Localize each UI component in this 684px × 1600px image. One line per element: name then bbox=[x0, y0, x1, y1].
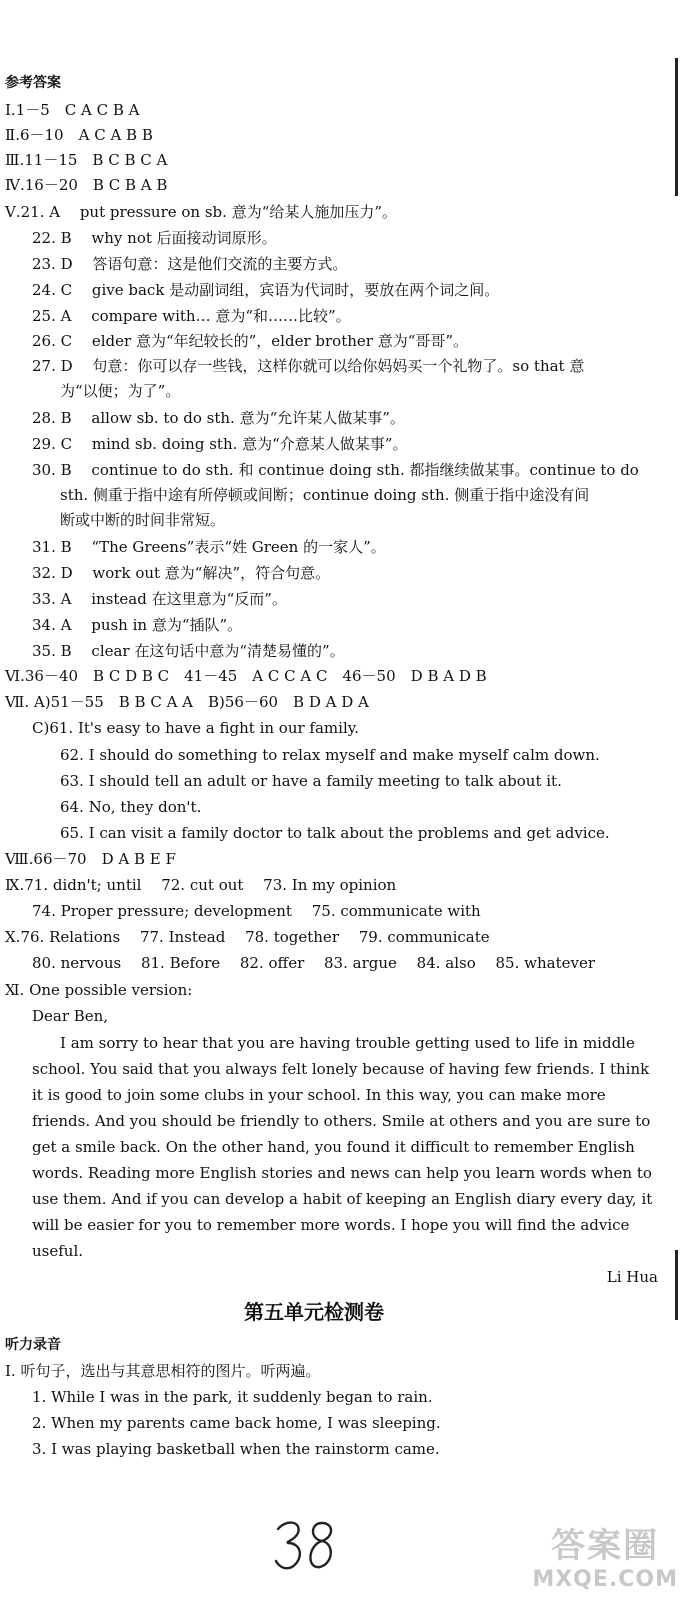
answer-line: 65. I can visit a family doctor to talk about the problems and get advice. bbox=[60, 824, 610, 842]
answer-line: 26. C elder 意为“年纪较长的”，elder brother 意为“哥哥”。 bbox=[32, 332, 469, 350]
answer-line: 32. D work out 意为“解决”，符合句意。 bbox=[32, 564, 331, 582]
answer-line: Ⅰ.1－5 C A C B A bbox=[5, 101, 140, 119]
page-edge-mark bbox=[675, 58, 678, 196]
answer-line: 80. nervous 81. Before 82. offer 83. argue 84. also 85. whatever bbox=[32, 954, 596, 972]
answer-line: 22. B why not 后面接动词原形。 bbox=[32, 229, 277, 247]
answer-heading: 参考答案 bbox=[5, 75, 61, 91]
letter-signature: Li Hua bbox=[606, 1268, 658, 1286]
watermark-url: MXQE.COM bbox=[532, 1567, 678, 1592]
answer-line: sth. 侧重于指中途有所停顿或间断；continue doing sth. 侧重于指中途没有间 bbox=[60, 486, 590, 504]
answer-line: 25. A compare with… 意为“和……比较”。 bbox=[32, 307, 351, 325]
answer-line: 23. D 答语句意：这是他们交流的主要方式。 bbox=[32, 255, 348, 273]
answer-line: 63. I should tell an adult or have a family meeting to talk about it. bbox=[60, 772, 562, 790]
answer-line: Ⅳ.16－20 B C B A B bbox=[5, 176, 168, 194]
answer-line: 为“以便；为了”。 bbox=[60, 382, 181, 400]
page-edge-mark bbox=[675, 1250, 678, 1320]
answer-line: Ⅹ.76. Relations 77. Instead 78. together 79. communicate bbox=[5, 928, 490, 946]
answer-line: Ⅷ.66－70 D A B E F bbox=[5, 850, 176, 868]
section-title: 第五单元检测卷 bbox=[244, 1300, 384, 1324]
letter-line: use them. And if you can develop a habit of keeping an English diary every day, it bbox=[32, 1190, 653, 1208]
letter-line: get a smile back. On the other hand, you found it difficult to remember English bbox=[32, 1138, 635, 1156]
letter-salutation: Dear Ben, bbox=[32, 1007, 109, 1025]
answer-line: 74. Proper pressure; development 75. communicate with bbox=[32, 902, 481, 920]
answer-line: 断或中断的时间非常短。 bbox=[60, 511, 226, 529]
site-watermark bbox=[532, 1518, 678, 1592]
answer-line: 33. A instead 在这里意为“反而”。 bbox=[32, 590, 287, 608]
listening-heading: 听力录音 bbox=[5, 1337, 61, 1353]
answer-line: C)61. It's easy to have a fight in our family. bbox=[32, 719, 359, 737]
letter-line: it is good to join some clubs in your school. In this way, you can make more bbox=[32, 1086, 606, 1104]
answer-line: 28. B allow sb. to do sth. 意为“允许某人做某事”。 bbox=[32, 409, 405, 427]
answer-line: 35. B clear 在这句话中意为“清楚易懂的”。 bbox=[32, 642, 345, 660]
letter-line: I am sorry to hear that you are having trouble getting used to life in middle bbox=[60, 1034, 635, 1052]
letter-line: words. Reading more English stories and news can help you learn words when to bbox=[32, 1164, 652, 1182]
answer-line: Ⅲ.11－15 B C B C A bbox=[5, 151, 168, 169]
letter-line: useful. bbox=[32, 1242, 84, 1260]
letter-line: will be easier for you to remember more words. I hope you will find the advice bbox=[32, 1216, 630, 1234]
answer-line: 24. C give back 是动副词组，宾语为代词时，要放在两个词之间。 bbox=[32, 281, 500, 299]
listening-line: 2. When my parents came back home, I was sleeping. bbox=[32, 1414, 441, 1432]
answer-line: Ⅴ.21. A put pressure on sb. 意为“给某人施加压力”。 bbox=[5, 203, 398, 221]
answer-line: Ⅺ. One possible version: bbox=[5, 981, 193, 999]
handwritten-digits-image bbox=[272, 1515, 342, 1575]
answer-line: 29. C mind sb. doing sth. 意为“介意某人做某事”。 bbox=[32, 435, 408, 453]
answer-line: Ⅱ.6－10 A C A B B bbox=[5, 126, 153, 144]
answer-line: Ⅸ.71. didn't; until 72. cut out 73. In my opinion bbox=[5, 876, 397, 894]
answer-line: Ⅵ.36－40 B C D B C 41－45 A C C A C 46－50 D B A D B bbox=[5, 667, 487, 685]
answer-line: 64. No, they don't. bbox=[60, 798, 202, 816]
handwritten-page-number bbox=[272, 1515, 342, 1575]
answer-line: 27. D 句意：你可以存一些钱，这样你就可以给你妈妈买一个礼物了。so that 意 bbox=[32, 357, 585, 375]
letter-line: friends. And you should be friendly to others. Smile at others and you are sure to bbox=[32, 1112, 651, 1130]
answer-line: 34. A push in 意为“插队”。 bbox=[32, 616, 243, 634]
watermark-logo: 答案圈 bbox=[551, 1526, 660, 1566]
answer-line: 31. B “The Greens”表示“姓 Green 的一家人”。 bbox=[32, 538, 386, 556]
listening-line: 1. While I was in the park, it suddenly began to rain. bbox=[32, 1388, 433, 1406]
answer-line: 62. I should do something to relax myself and make myself calm down. bbox=[60, 746, 600, 764]
listening-line: 3. I was playing basketball when the rainstorm came. bbox=[32, 1440, 440, 1458]
letter-line: school. You said that you always felt lonely because of having few friends. I think bbox=[32, 1060, 650, 1078]
listening-line: Ⅰ. 听句子，选出与其意思相符的图片。听两遍。 bbox=[5, 1362, 321, 1380]
answer-line: Ⅶ. A)51－55 B B C A A B)56－60 B D A D A bbox=[5, 693, 369, 711]
answer-line: 30. B continue to do sth. 和 continue doing sth. 都指继续做某事。continue to do bbox=[32, 461, 639, 479]
